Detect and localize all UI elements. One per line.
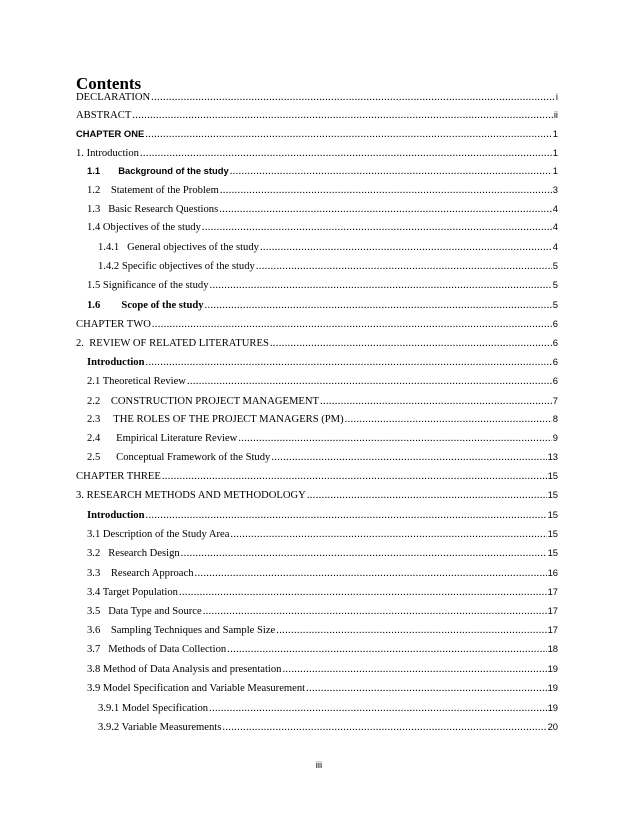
toc-entry[interactable]	[76, 315, 558, 333]
toc-entry-label: 2.5 Conceptual Framework of the Study	[87, 452, 271, 463]
toc-entry-page: 15	[547, 547, 558, 558]
toc-entry-label: 2.1 Theoretical Review	[87, 376, 186, 387]
toc-entry[interactable]	[87, 410, 558, 428]
dot-leader	[220, 182, 552, 200]
toc-entry[interactable]	[76, 144, 558, 162]
toc-entry-label: 2.2 CONSTRUCTION PROJECT MANAGEMENT	[87, 396, 319, 407]
toc-entry-page: 1	[552, 128, 558, 139]
dot-leader	[307, 487, 547, 505]
toc-entry[interactable]	[76, 334, 558, 352]
toc-entry-label: 3.8 Method of Data Analysis and presentation	[87, 664, 282, 675]
toc-entry[interactable]	[76, 106, 558, 124]
dot-leader	[230, 526, 546, 544]
toc-entry-label: Introduction	[87, 510, 145, 521]
toc-entry-label: 1.4.1 General objectives of the study	[98, 242, 259, 253]
toc-entry-label: 1.3 Basic Research Questions	[87, 204, 219, 215]
toc-entry-page: 15	[547, 470, 558, 481]
toc-entry-page: 15	[547, 528, 558, 539]
toc-entry[interactable]	[87, 525, 558, 543]
toc-entry-label: 3.6 Sampling Techniques and Sample Size	[87, 625, 276, 636]
toc-entry[interactable]	[87, 429, 558, 447]
toc-entry-label: CHAPTER ONE	[76, 128, 145, 139]
dot-leader	[209, 700, 547, 718]
toc-entry-page: 19	[547, 702, 558, 713]
toc-entry[interactable]	[87, 353, 558, 371]
toc-entry[interactable]	[98, 699, 558, 717]
toc-entry-page: 17	[547, 605, 558, 616]
toc-entry[interactable]	[87, 640, 558, 658]
toc-entry-label: CHAPTER THREE	[76, 471, 161, 482]
toc-entry-page: 5	[552, 260, 558, 271]
toc-entry-page: 18	[547, 643, 558, 654]
dot-leader	[230, 163, 552, 181]
dot-leader	[276, 622, 546, 640]
dot-leader	[270, 335, 552, 353]
dot-leader	[179, 584, 547, 602]
toc-entry-page: 3	[552, 184, 558, 195]
toc-entry-label: 2.3 THE ROLES OF THE PROJECT MANAGERS (PM)	[87, 414, 344, 425]
toc-entry-label: 3.9.1 Model Specification	[98, 703, 209, 714]
toc-entry-page: 1	[552, 165, 558, 176]
dot-leader	[152, 316, 552, 334]
contents-heading: Contents	[76, 74, 142, 93]
dot-leader	[219, 201, 552, 219]
toc-entry[interactable]	[87, 448, 558, 466]
dot-leader	[203, 603, 547, 621]
toc-entry[interactable]	[87, 392, 558, 410]
toc-entry-page: 5	[552, 299, 558, 310]
dot-leader	[145, 126, 552, 144]
toc-entry[interactable]	[87, 564, 558, 582]
dot-leader	[140, 145, 552, 163]
dot-leader	[271, 449, 546, 467]
toc-entry[interactable]	[87, 372, 558, 390]
toc-entry-label: 3. RESEARCH METHODS AND METHODOLOGY	[76, 490, 306, 501]
toc-entry-page: 5	[552, 279, 558, 290]
toc-entry-label: 3.5 Data Type and Source	[87, 606, 202, 617]
dot-leader	[256, 258, 552, 276]
toc-entry-label: 1.5 Significance of the study	[87, 280, 209, 291]
dot-leader	[345, 411, 552, 429]
toc-entry-page: 15	[547, 509, 558, 520]
toc-entry[interactable]	[87, 276, 558, 294]
dot-leader	[210, 277, 552, 295]
toc-entry-page: 20	[547, 721, 558, 732]
toc-entry[interactable]	[87, 602, 558, 620]
toc-entry[interactable]	[87, 218, 558, 236]
toc-entry[interactable]	[98, 257, 558, 275]
toc-entry[interactable]	[87, 162, 558, 180]
toc-entry[interactable]	[87, 506, 558, 524]
toc-entry-label: 1.4 Objectives of the study	[87, 222, 201, 233]
toc-entry-page: ii	[553, 109, 558, 120]
dot-leader	[238, 430, 551, 448]
toc-entry-label: 1.2 Statement of the Problem	[87, 185, 219, 196]
toc-entry-label: 1.4.2 Specific objectives of the study	[98, 261, 255, 272]
toc-entry[interactable]	[87, 583, 558, 601]
toc-entry[interactable]	[76, 125, 558, 143]
dot-leader	[187, 373, 552, 391]
toc-entry-label: 3.4 Target Population	[87, 587, 178, 598]
toc-entry-page: 7	[552, 395, 558, 406]
dot-leader	[260, 239, 552, 257]
toc-entry-label: 3.3 Research Approach	[87, 568, 194, 579]
toc-entry-page: i	[555, 91, 558, 102]
toc-entry[interactable]	[87, 296, 558, 314]
toc-entry[interactable]	[98, 238, 558, 256]
toc-entry-page: 6	[552, 356, 558, 367]
dot-leader	[146, 507, 547, 525]
toc-entry-page: 1	[552, 147, 558, 158]
dot-leader	[195, 565, 547, 583]
dot-leader	[306, 680, 546, 698]
toc-entry-page: 15	[547, 489, 558, 500]
toc-entry[interactable]	[76, 88, 558, 106]
dot-leader	[162, 468, 547, 486]
dot-leader	[132, 107, 552, 125]
toc-entry-page: 9	[552, 432, 558, 443]
toc-entry-label: 3.1 Description of the Study Area	[87, 529, 230, 540]
toc-entry-label: 2.4 Empirical Literature Review	[87, 433, 238, 444]
toc-entry[interactable]	[87, 679, 558, 697]
toc-entry-page: 16	[547, 567, 558, 578]
toc-entry-label: 1.6 Scope of the study	[87, 300, 204, 311]
toc-entry-label: 2. REVIEW OF RELATED LITERATURES	[76, 338, 269, 349]
toc-entry[interactable]	[76, 486, 558, 504]
dot-leader	[282, 661, 546, 679]
dot-leader	[320, 393, 552, 411]
toc-entry-page: 4	[552, 203, 558, 214]
toc-entry-page: 13	[547, 451, 558, 462]
toc-entry-page: 19	[547, 682, 558, 693]
toc-entry-page: 6	[552, 375, 558, 386]
toc-entry-label: CHAPTER TWO	[76, 319, 151, 330]
toc-entry[interactable]	[87, 181, 558, 199]
dot-leader	[146, 354, 552, 372]
toc-entry[interactable]	[98, 718, 558, 736]
toc-entry[interactable]	[87, 544, 558, 562]
toc-entry-label: 3.2 Research Design	[87, 548, 180, 559]
toc-entry-label: DECLARATION	[76, 92, 151, 103]
toc-entry-label: 3.9 Model Specification and Variable Measurement	[87, 683, 306, 694]
toc-entry-page: 19	[547, 663, 558, 674]
toc-entry[interactable]	[76, 467, 558, 485]
toc-entry-page: 4	[552, 221, 558, 232]
toc-entry-label: 1. Introduction	[76, 148, 139, 159]
toc-entry-label: 1.1 Background of the study	[87, 165, 229, 176]
dot-leader	[227, 641, 546, 659]
toc-entry-page: 6	[552, 337, 558, 348]
page-number: iii	[315, 760, 323, 771]
dot-leader	[202, 219, 552, 237]
toc-entry[interactable]	[87, 660, 558, 678]
toc-entry-page: 17	[547, 586, 558, 597]
toc-entry[interactable]	[87, 200, 558, 218]
toc-entry-label: 3.7 Methods of Data Collection	[87, 644, 227, 655]
toc-entry-page: 6	[552, 318, 558, 329]
toc-entry-page: 8	[552, 413, 558, 424]
toc-entry-label: Introduction	[87, 357, 145, 368]
toc-entry[interactable]	[87, 621, 558, 639]
dot-leader	[222, 719, 546, 737]
dot-leader	[151, 89, 555, 107]
toc-entry-page: 17	[547, 624, 558, 635]
toc-entry-label: 3.9.2 Variable Measurements	[98, 722, 222, 733]
dot-leader	[181, 545, 547, 563]
toc-entry-page: 4	[552, 241, 558, 252]
dot-leader	[205, 297, 552, 315]
toc-entry-label: ABSTRACT	[76, 110, 132, 121]
